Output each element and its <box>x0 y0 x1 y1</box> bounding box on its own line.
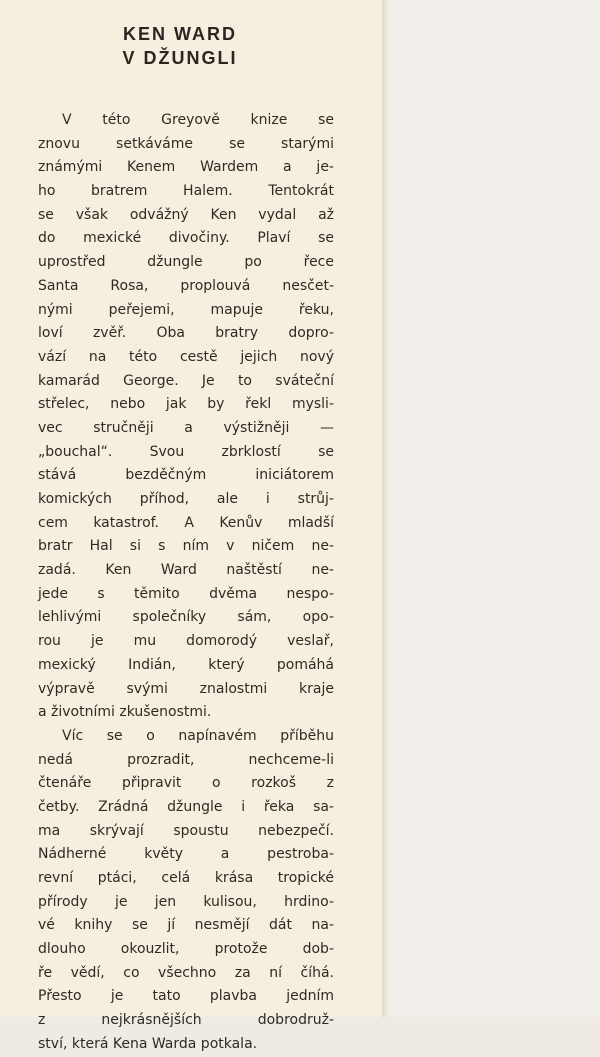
text-line: se však odvážný Ken vydal až <box>38 206 334 223</box>
text-line: vec stručněji a výstižněji — <box>38 419 334 436</box>
text-line: Přesto je tato plavba jedním <box>38 988 334 1005</box>
text-line: V této Greyově knize se <box>62 112 334 128</box>
text-line: dlouho okouzlit, protože dob- <box>38 941 334 958</box>
text-line: zadá. Ken Ward naštěstí ne- <box>38 562 334 579</box>
text-line: Nádherné květy a pestroba- <box>38 846 334 863</box>
text-line: čtenáře připravit o rozkoš z <box>38 775 334 792</box>
blurb-text <box>38 109 334 1057</box>
text-line: četby. Zrádná džungle i řeka sa- <box>38 798 334 815</box>
text-line: Víc se o napínavém příběhu <box>62 727 334 744</box>
text-line: nými peřejemi, mapuje řeku, <box>38 301 334 318</box>
text-line: komických příhod, ale i strůj- <box>38 491 334 507</box>
text-line: mexický Indián, který pomáhá <box>38 656 334 673</box>
text-line: bratr Hal si s ním v ničem ne- <box>38 538 334 555</box>
text-line: cem katastrof. A Kenův mladší <box>38 514 334 531</box>
text-line: lehlivými společníky sám, opo- <box>38 609 334 626</box>
text-line: rou je mu domorodý veslař, <box>38 633 334 650</box>
text-line: loví zvěř. Oba bratry dopro- <box>38 325 334 342</box>
book-title-line: V DŽUNGLI <box>122 48 238 68</box>
text-line: vé knihy se jí nesmějí dát na- <box>38 917 334 934</box>
text-line: Santa Rosa, proplouvá nesčet- <box>38 277 334 294</box>
text-line: ře vědí, co všechno za ní číhá. <box>38 964 334 981</box>
text-line: vází na této cestě jejich nový <box>38 348 334 365</box>
text-line: z nejkrásnějších dobrodruž- <box>38 1012 334 1029</box>
text-line: revní ptáci, celá krása tropické <box>38 870 334 886</box>
text-line: ství, která Kena Warda potkala. <box>38 1035 258 1052</box>
text-line: známými Kenem Wardem a je- <box>38 159 334 176</box>
text-line: přírody je jen kulisou, hrdino- <box>38 893 334 910</box>
text-line: kamarád George. Je to sváteční <box>38 372 334 389</box>
text-line: stává bezděčným iniciátorem <box>38 467 334 484</box>
blank-background <box>388 0 600 1017</box>
text-line: ma skrývají spoustu nebezpečí. <box>38 822 334 839</box>
text-line: uprostřed džungle po řece <box>38 254 334 271</box>
text-line: střelec, nebo jak by řekl mysli- <box>38 396 334 413</box>
text-line: znovu setkáváme se starými <box>38 135 334 152</box>
book-title <box>0 22 360 70</box>
text-line: do mexické divočiny. Plaví se <box>38 230 334 247</box>
text-line: nedá prozradit, nechceme-li <box>38 751 334 768</box>
book-title-line: KEN WARD <box>123 24 237 44</box>
text-line: jede s těmito dvěma nespo- <box>38 585 334 602</box>
text-line: výpravě svými znalostmi kraje <box>38 680 334 697</box>
text-line: ho bratrem Halem. Tentokrát <box>38 183 334 200</box>
text-line: „bouchal“. Svou zbrklostí se <box>38 443 334 460</box>
text-line: a životními zkušenostmi. <box>38 704 212 721</box>
